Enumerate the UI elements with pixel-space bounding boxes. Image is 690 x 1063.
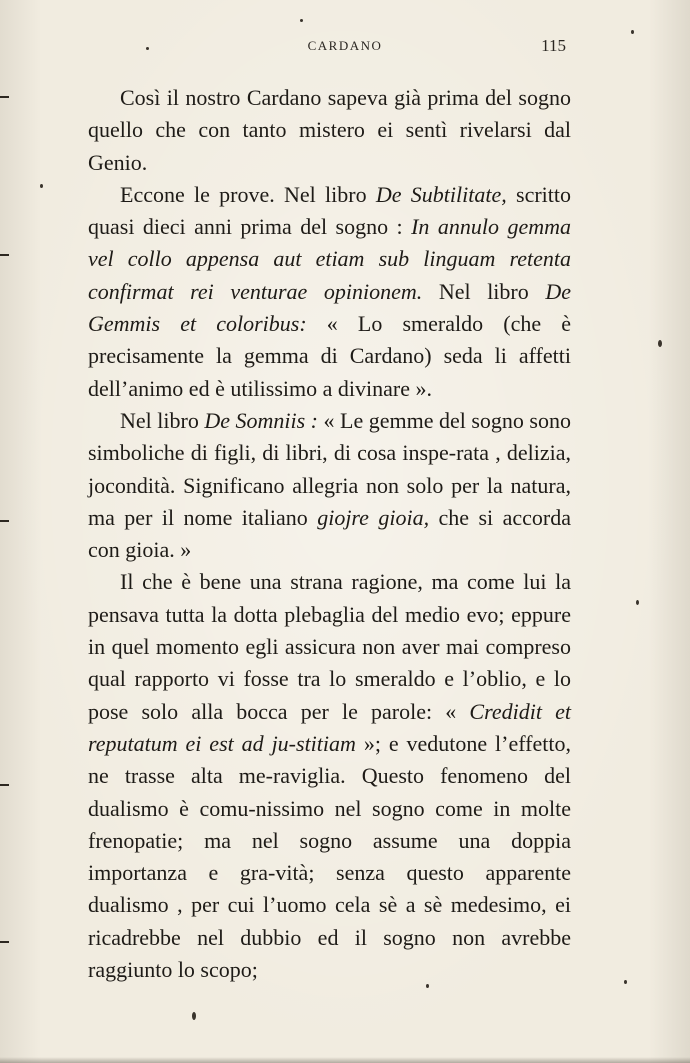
italian-word: giojre gioia, [317,504,430,530]
paragraph-1 [88,82,571,179]
book-title-de-gemmis: De Gemmis et coloribus: [88,278,571,337]
paragraph-3-text-3: che si accorda con gioia. » [88,504,571,563]
edge-mark [0,254,9,256]
latin-quotation: In annulo gemma vel collo appensa aut etiam sub linguam retenta confirmat rei venturae opinionem. [88,214,571,304]
paragraph-2-text-2: scritto quasi dieci anni prima del sogno : [88,181,572,240]
running-title: CARDANO [307,38,383,53]
scan-speck [631,30,634,34]
latin-phrase: Credidit et reputatum ei est ad ju-stitiam [88,698,571,756]
paragraph-3-text-1: Nel libro [120,407,205,433]
scan-speck [40,184,43,188]
scan-speck [300,19,303,22]
page-number: 115 [541,36,566,55]
scan-speck [192,1012,196,1020]
book-title-de-somniis: De Somniis : [204,407,318,433]
scan-speck [624,980,627,984]
book-title-de-subtilitate: De Subtilitate, [375,181,507,207]
scan-speck [146,47,149,50]
paragraph-4-text-2: »; e vedutone l’effetto, ne trasse alta me-raviglia. Questo fenomeno del dualismo è comu-nissimo nel sogno come in molte frenopatie; ma nel sogno assume una doppia importanza e gra-vità; senza questo apparente dualismo , per cui l’uomo cela sè a sè medesimo, ei ricadrebbe nel dubbio ed il sogno non avrebbe raggiunto lo scopo; [88,730,571,983]
body-text [88,82,571,986]
paragraph-2 [88,179,571,405]
paragraph-4-text-1: Il che è bene una strana ragione, ma come lui la pensava tutta la dotta plebaglia del medio evo; eppure in quel momento egli assicura non aver mai compreso qual rapporto vi fosse tra lo smeraldo e l’oblio, e lo pose solo alla bocca per le parole: « [88,569,571,724]
edge-mark [0,941,9,943]
scan-speck [636,600,639,605]
paragraph-4 [88,566,571,986]
paragraph-2-text-3: Nel libro [422,278,546,304]
paragraph-3-text-2: « Le gemme del sogno sono simboliche di figli, di libri, di cosa inspe-rata , delizia, jocondità. Significano allegria non solo per la natura, ma per il nome italiano [88,407,571,530]
paragraph-2-text-1: Eccone le prove. Nel libro [120,181,376,207]
scan-speck [426,984,429,988]
edge-mark [0,96,9,98]
edge-mark [0,520,9,522]
paragraph-1-text: Così il nostro Cardano sapeva già prima del sogno quello che con tanto mistero ei sentì rivelarsi dal Genio. [88,85,571,175]
edge-mark [0,784,9,786]
paragraph-3 [88,405,571,566]
paragraph-2-text-4: « Lo smeraldo (che è precisamente la gemma di Cardano) seda li affetti dell’animo ed è utilissimo a divinare ». [88,311,571,401]
page-bottom-edge [0,1057,690,1063]
scan-speck [658,340,662,347]
